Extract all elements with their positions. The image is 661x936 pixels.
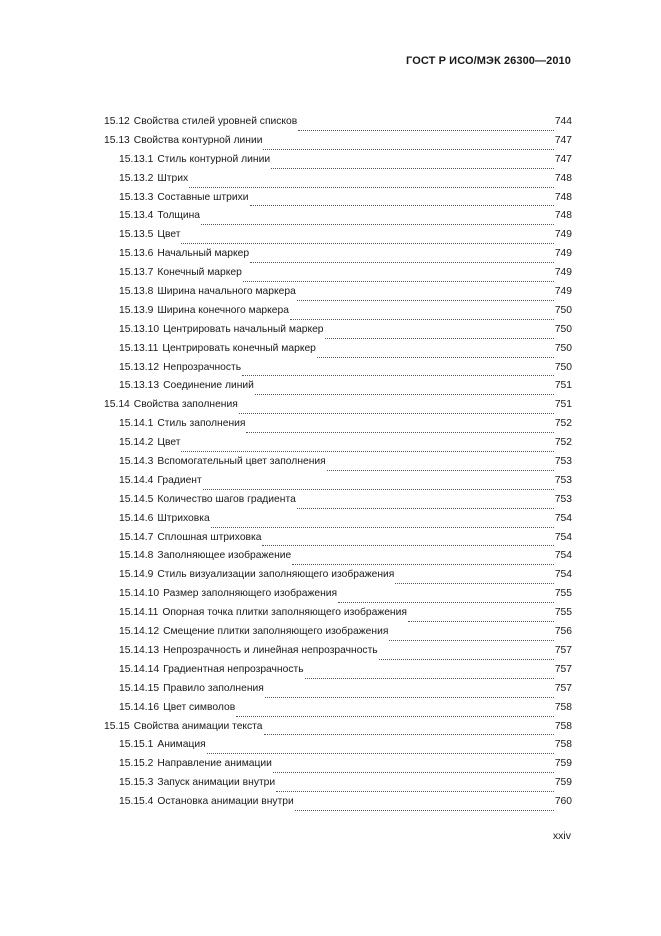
dot-leader — [201, 224, 554, 225]
toc-entry[interactable] — [104, 286, 572, 305]
dot-leader — [263, 149, 553, 150]
toc-entry-page: 748 — [554, 191, 572, 203]
toc-entry-number: 15.14.4 — [119, 474, 154, 486]
toc-entry[interactable] — [104, 683, 572, 702]
toc-entry-number: 15.14.14 — [119, 663, 160, 675]
toc-entry[interactable] — [104, 588, 572, 607]
toc-entry-number: 15.12 — [104, 116, 130, 127]
toc-entry-number: 15.15.1 — [119, 739, 154, 751]
toc-entry-number: 15.14.6 — [119, 512, 154, 524]
toc-entry-title: Свойства контурной линии — [133, 134, 263, 146]
toc-entry-page: 754 — [554, 531, 572, 543]
toc-entry[interactable] — [104, 702, 572, 721]
toc-entry[interactable] — [104, 645, 572, 664]
toc-entry[interactable] — [104, 343, 572, 362]
toc-entry-title: Остановка анимации внутри — [157, 796, 294, 808]
toc-entry[interactable] — [104, 418, 572, 437]
toc-entry[interactable] — [104, 758, 572, 777]
toc-entry-number: 15.15 — [104, 720, 130, 732]
dot-leader — [297, 300, 554, 301]
toc-entry-page: 760 — [554, 796, 572, 808]
toc-entry-page: 758 — [554, 701, 572, 713]
toc-entry[interactable] — [104, 721, 572, 740]
toc-entry-page: 759 — [554, 758, 572, 770]
toc-entry[interactable] — [104, 248, 572, 267]
dot-leader — [239, 413, 554, 414]
toc-entry-title: Размер заполняющего изображения — [163, 588, 338, 600]
dot-leader — [211, 527, 554, 528]
dot-leader — [255, 394, 554, 395]
toc-entry-title: Непрозрачность — [163, 361, 242, 373]
toc-entry-number: 15.14.11 — [119, 607, 159, 619]
dot-leader — [317, 357, 554, 358]
toc-entry-number: 15.14.8 — [119, 550, 154, 562]
dot-leader — [181, 243, 553, 244]
toc-entry-page: 748 — [554, 210, 572, 222]
toc-entry[interactable] — [104, 135, 572, 154]
dot-leader — [236, 716, 554, 717]
toc-entry-title: Правило заполнения — [163, 682, 264, 694]
toc-entry[interactable] — [104, 324, 572, 343]
toc-entry[interactable] — [104, 154, 572, 173]
toc-entry-title: Направление анимации — [157, 758, 272, 770]
toc-entry-page: 749 — [554, 229, 572, 241]
table-of-contents — [104, 116, 572, 815]
toc-entry-page: 751 — [554, 380, 572, 392]
toc-entry[interactable] — [104, 192, 572, 211]
toc-entry-number: 15.13 — [104, 134, 130, 146]
toc-entry-number: 15.13.12 — [119, 361, 160, 373]
toc-entry-page: 755 — [554, 607, 572, 619]
toc-entry-page: 754 — [554, 550, 572, 562]
toc-entry-title: Свойства заполнения — [133, 399, 238, 411]
dot-leader — [181, 451, 553, 452]
toc-entry[interactable] — [104, 362, 572, 381]
toc-entry-number: 15.13.6 — [119, 248, 154, 260]
toc-entry-number: 15.13.3 — [119, 191, 154, 203]
toc-entry-title: Свойства стилей уровней списков — [133, 116, 298, 127]
toc-entry-title: Ширина начального маркера — [157, 286, 296, 298]
toc-entry-page: 747 — [554, 153, 572, 165]
toc-entry[interactable] — [104, 399, 572, 418]
toc-entry-title: Запуск анимации внутри — [157, 777, 276, 789]
dot-leader — [207, 753, 554, 754]
toc-entry-title: Начальный маркер — [157, 248, 250, 260]
dot-leader — [297, 508, 554, 509]
toc-entry-title: Опорная точка плитки заполняющего изображения — [162, 607, 407, 619]
toc-entry-number: 15.14 — [104, 399, 130, 411]
dot-leader — [273, 772, 554, 773]
toc-entry[interactable] — [104, 229, 572, 248]
toc-entry-number: 15.15.3 — [119, 777, 154, 789]
dot-leader — [298, 130, 554, 131]
toc-entry-page: 757 — [554, 644, 572, 656]
toc-entry[interactable] — [104, 532, 572, 551]
toc-entry[interactable] — [104, 210, 572, 229]
toc-entry-page: 750 — [554, 304, 572, 316]
toc-entry-title: Анимация — [157, 739, 206, 751]
toc-entry[interactable] — [104, 475, 572, 494]
toc-entry-page: 755 — [554, 588, 572, 600]
toc-entry-title: Количество шагов градиента — [157, 493, 296, 505]
toc-entry-page: 753 — [554, 474, 572, 486]
toc-entry-number: 15.14.10 — [119, 588, 160, 600]
toc-entry-title: Цвет — [157, 229, 181, 241]
dot-leader — [338, 602, 554, 603]
dot-leader — [203, 489, 554, 490]
toc-entry[interactable] — [104, 456, 572, 475]
dot-leader — [408, 621, 554, 622]
toc-entry-title: Смещение плитки заполняющего изображения — [163, 626, 389, 638]
toc-entry-page: 750 — [554, 361, 572, 373]
dot-leader — [250, 205, 554, 206]
toc-entry-title: Вспомогательный цвет заполнения — [157, 456, 326, 468]
toc-entry-page: 747 — [554, 134, 572, 146]
dot-leader — [290, 319, 554, 320]
toc-entry[interactable] — [104, 305, 572, 324]
dot-leader — [389, 640, 553, 641]
toc-entry-number: 15.13.2 — [119, 172, 154, 184]
toc-entry-number: 15.13.5 — [119, 229, 154, 241]
toc-entry[interactable] — [104, 664, 572, 683]
toc-entry-number: 15.14.12 — [119, 626, 160, 638]
page-number: xxiv — [552, 830, 571, 842]
toc-entry[interactable] — [104, 626, 572, 645]
toc-entry-number: 15.13.1 — [119, 153, 154, 165]
toc-entry-number: 15.14.1 — [119, 418, 154, 430]
dot-leader — [295, 810, 554, 811]
toc-entry[interactable] — [104, 513, 572, 532]
dot-leader — [276, 791, 554, 792]
toc-entry-number: 15.14.5 — [119, 493, 154, 505]
toc-entry[interactable] — [104, 569, 572, 588]
dot-leader — [242, 375, 554, 376]
toc-entry-page: 759 — [554, 777, 572, 789]
toc-entry-number: 15.13.7 — [119, 267, 154, 279]
toc-entry-page: 751 — [554, 399, 572, 411]
toc-entry[interactable] — [104, 494, 572, 513]
toc-entry-title: Ширина конечного маркера — [157, 304, 289, 316]
toc-entry-title: Сплошная штриховка — [157, 531, 262, 543]
toc-entry-page: 744 — [554, 116, 572, 127]
toc-entry-title: Стиль визуализации заполняющего изображения — [157, 569, 395, 581]
toc-entry-title: Составные штрихи — [157, 191, 249, 203]
dot-leader — [264, 734, 554, 735]
toc-entry-number: 15.14.13 — [119, 644, 160, 656]
toc-entry-number: 15.13.4 — [119, 210, 154, 222]
toc-entry-title: Конечный маркер — [157, 267, 242, 279]
dot-leader — [325, 338, 554, 339]
toc-entry-page: 752 — [554, 418, 572, 430]
toc-entry-page: 756 — [554, 626, 572, 638]
dot-leader — [265, 697, 554, 698]
toc-entry[interactable] — [104, 777, 572, 796]
dot-leader — [271, 168, 554, 169]
toc-entry-title: Градиент — [157, 474, 202, 486]
toc-entry[interactable] — [104, 173, 572, 192]
toc-entry-title: Цвет символов — [163, 701, 236, 713]
toc-entry[interactable] — [104, 739, 572, 758]
toc-entry-number: 15.14.3 — [119, 456, 154, 468]
toc-entry-page: 748 — [554, 172, 572, 184]
toc-entry-number: 15.13.9 — [119, 304, 154, 316]
toc-entry-title: Штриховка — [157, 512, 210, 524]
dot-leader — [292, 564, 554, 565]
toc-entry[interactable] — [104, 116, 572, 135]
toc-entry-page: 757 — [554, 663, 572, 675]
toc-entry[interactable] — [104, 607, 572, 626]
toc-entry-number: 15.13.10 — [119, 323, 160, 335]
dot-leader — [305, 678, 554, 679]
document-header: ГОСТ Р ИСО/МЭК 26300—2010 — [406, 55, 571, 67]
toc-entry-number: 15.14.2 — [119, 437, 154, 449]
toc-entry-page: 757 — [554, 682, 572, 694]
toc-entry-title: Стиль заполнения — [157, 418, 246, 430]
toc-entry-title: Цвет — [157, 437, 181, 449]
toc-entry[interactable] — [104, 380, 572, 399]
toc-entry-number: 15.15.4 — [119, 796, 154, 808]
toc-entry-number: 15.14.9 — [119, 569, 154, 581]
toc-entry-page: 753 — [554, 456, 572, 468]
dot-leader — [246, 432, 553, 433]
toc-entry[interactable] — [104, 550, 572, 569]
dot-leader — [189, 187, 554, 188]
dot-leader — [262, 545, 553, 546]
toc-entry-title: Непрозрачность и линейная непрозрачность — [163, 644, 378, 656]
toc-entry[interactable] — [104, 796, 572, 815]
toc-entry-page: 749 — [554, 286, 572, 298]
toc-entry-page: 752 — [554, 437, 572, 449]
toc-entry-title: Центрировать начальный маркер — [163, 323, 324, 335]
toc-entry-title: Толщина — [157, 210, 200, 222]
toc-entry-number: 15.14.16 — [119, 701, 160, 713]
toc-entry-page: 750 — [554, 342, 572, 354]
toc-entry-page: 758 — [554, 720, 572, 732]
toc-entry[interactable] — [104, 437, 572, 456]
toc-entry-number: 15.14.7 — [119, 531, 154, 543]
toc-entry-title: Градиентная непрозрачность — [163, 663, 304, 675]
toc-entry-title: Стиль контурной линии — [157, 153, 271, 165]
toc-entry-number: 15.14.15 — [119, 682, 160, 694]
dot-leader — [250, 262, 554, 263]
toc-entry-number: 15.13.8 — [119, 286, 154, 298]
toc-entry-title: Соединение линий — [163, 380, 254, 392]
dot-leader — [379, 659, 554, 660]
toc-entry-page: 758 — [554, 739, 572, 751]
toc-entry-title: Свойства анимации текста — [133, 720, 263, 732]
toc-entry-number: 15.13.11 — [119, 342, 159, 354]
dot-leader — [395, 583, 553, 584]
toc-entry-page: 753 — [554, 493, 572, 505]
toc-entry-page: 750 — [554, 323, 572, 335]
toc-entry-number: 15.13.13 — [119, 380, 160, 392]
toc-entry-title: Штрих — [157, 172, 189, 184]
toc-entry-page: 749 — [554, 248, 572, 260]
toc-entry-page: 754 — [554, 512, 572, 524]
dot-leader — [327, 470, 554, 471]
dot-leader — [243, 281, 554, 282]
toc-entry-page: 754 — [554, 569, 572, 581]
toc-entry-title: Центрировать конечный маркер — [162, 342, 316, 354]
toc-entry[interactable] — [104, 267, 572, 286]
toc-entry-number: 15.15.2 — [119, 758, 154, 770]
toc-entry-page: 749 — [554, 267, 572, 279]
toc-entry-title: Заполняющее изображение — [157, 550, 292, 562]
